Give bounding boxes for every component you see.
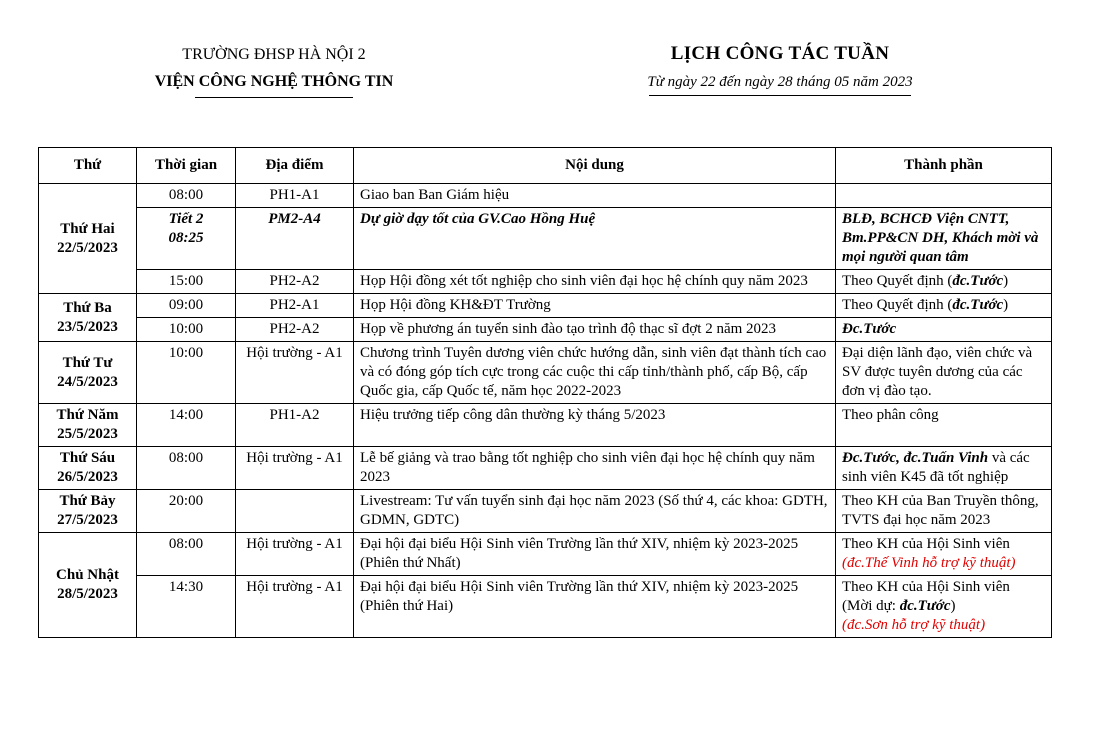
date-range: Từ ngày 22 đến ngày 28 tháng 05 năm 2023 bbox=[647, 74, 913, 90]
time-value: 08:25 bbox=[168, 230, 204, 246]
column-header-content: Nội dung bbox=[354, 148, 836, 184]
time-cell: 10:00 bbox=[137, 342, 236, 404]
header-divider-left bbox=[195, 97, 353, 98]
content-cell: Họp về phương án tuyển sinh đào tạo trình độ thạc sĩ đợt 2 năm 2023 bbox=[354, 318, 836, 342]
participants-text: Theo KH của Hội Sinh viên bbox=[842, 579, 1010, 595]
participants-cell bbox=[836, 533, 1052, 576]
table-row bbox=[39, 490, 1052, 533]
table-row bbox=[39, 404, 1052, 447]
day-date: 22/5/2023 bbox=[57, 239, 118, 256]
day-cell bbox=[39, 447, 137, 490]
participants-person: Đc.Tước, đc.Tuấn Vinh bbox=[842, 450, 989, 466]
place-cell: PH1-A1 bbox=[236, 184, 354, 208]
table-row bbox=[39, 184, 1052, 208]
content-cell: Đại hội đại biểu Hội Sinh viên Trường lần thứ XIV, nhiệm kỳ 2023-2025 (Phiên thứ Nhất) bbox=[354, 533, 836, 576]
day-cell bbox=[39, 490, 137, 533]
table-row bbox=[39, 342, 1052, 404]
participants-cell: Theo KH của Ban Truyền thông, TVTS đại học năm 2023 bbox=[836, 490, 1052, 533]
place-cell: PH2-A2 bbox=[236, 318, 354, 342]
header-left bbox=[119, 44, 429, 98]
day-date: 26/5/2023 bbox=[57, 469, 118, 485]
participants-text: Theo Quyết định ( bbox=[842, 297, 953, 313]
table-row bbox=[39, 208, 1052, 270]
day-name: Thứ Tư bbox=[62, 354, 113, 371]
school-name: TRƯỜNG ĐHSP HÀ NỘI 2 bbox=[182, 46, 366, 63]
content-cell: Hiệu trưởng tiếp công dân thường kỳ tháng 5/2023 bbox=[354, 404, 836, 447]
participants-cell bbox=[836, 576, 1052, 638]
time-cell: 08:00 bbox=[137, 533, 236, 576]
time-cell bbox=[137, 208, 236, 270]
participants-cell: Đc.Tước bbox=[836, 318, 1052, 342]
day-name: Chủ Nhật bbox=[56, 567, 119, 583]
table-row bbox=[39, 576, 1052, 638]
participants-text: Theo Quyết định ( bbox=[842, 273, 953, 289]
content-cell: Lễ bế giảng và trao bằng tốt nghiệp cho sinh viên đại học hệ chính quy năm 2023 bbox=[354, 447, 836, 490]
participants-cell bbox=[836, 270, 1052, 294]
place-cell: Hội trường - A1 bbox=[236, 576, 354, 638]
table-row bbox=[39, 318, 1052, 342]
participants-text: Theo KH của Hội Sinh viên bbox=[842, 536, 1010, 552]
table-row bbox=[39, 270, 1052, 294]
participants-text: ) bbox=[1003, 297, 1009, 313]
schedule-table bbox=[38, 147, 1052, 638]
place-cell: Hội trường - A1 bbox=[236, 342, 354, 404]
header-divider-right bbox=[649, 95, 911, 96]
day-name: Thứ Sáu bbox=[59, 450, 116, 466]
day-cell bbox=[39, 184, 137, 294]
participants-cell: Đại diện lãnh đạo, viên chức và SV được tuyên dương của các đơn vị đào tạo. bbox=[836, 342, 1052, 404]
column-header-time: Thời gian bbox=[137, 148, 236, 184]
participants-text: ) bbox=[950, 598, 956, 614]
participants-text: ) bbox=[1003, 273, 1009, 289]
table-row bbox=[39, 533, 1052, 576]
day-name: Thứ Bảy bbox=[59, 493, 116, 509]
page-title: LỊCH CÔNG TÁC TUẦN bbox=[670, 43, 890, 64]
content-cell: Giao ban Ban Giám hiệu bbox=[354, 184, 836, 208]
tech-support-note: (đc.Thế Vinh hỗ trợ kỹ thuật) bbox=[842, 555, 1016, 571]
table-row bbox=[39, 294, 1052, 318]
day-date: 24/5/2023 bbox=[57, 373, 118, 390]
participants-person: đc.Tước bbox=[899, 598, 951, 614]
content-cell: Đại hội đại biểu Hội Sinh viên Trường lần thứ XIV, nhiệm kỳ 2023-2025 (Phiên thứ Hai) bbox=[354, 576, 836, 638]
time-cell: 15:00 bbox=[137, 270, 236, 294]
institute-name: VIỆN CÔNG NGHỆ THÔNG TIN bbox=[154, 73, 394, 90]
participants-cell bbox=[836, 294, 1052, 318]
day-date: 23/5/2023 bbox=[57, 318, 118, 335]
participants-cell: BLĐ, BCHCĐ Viện CNTT, Bm.PP&CN DH, Khách mời và mọi người quan tâm bbox=[836, 208, 1052, 270]
header-right bbox=[600, 42, 960, 96]
place-cell: PH2-A2 bbox=[236, 270, 354, 294]
content-cell: Họp Hội đồng KH&ĐT Trường bbox=[354, 294, 836, 318]
content-cell: Livestream: Tư vấn tuyển sinh đại học năm 2023 (Số thứ 4, các khoa: GDTH, GDMN, GDTC) bbox=[354, 490, 836, 533]
day-cell bbox=[39, 533, 137, 638]
period-label: Tiết 2 bbox=[168, 211, 204, 227]
time-cell: 14:00 bbox=[137, 404, 236, 447]
day-date: 28/5/2023 bbox=[57, 586, 118, 602]
content-cell: Chương trình Tuyên dương viên chức hướng dẫn, sinh viên đạt thành tích cao và có đóng góp tích cực trong các cuộc thi cấp tỉnh/thành phố, cấp Bộ, cấp Quốc gia, cấp Quốc tế, năm học 2022-2023 bbox=[354, 342, 836, 404]
day-name: Thứ Ba bbox=[63, 299, 112, 316]
column-header-participants: Thành phần bbox=[836, 148, 1052, 184]
participants-text: (Mời dự: bbox=[842, 598, 900, 614]
place-cell: Hội trường - A1 bbox=[236, 533, 354, 576]
day-name: Thứ Hai bbox=[60, 220, 115, 237]
place-cell: PH1-A2 bbox=[236, 404, 354, 447]
column-header-place: Địa điểm bbox=[236, 148, 354, 184]
day-cell bbox=[39, 342, 137, 404]
place-cell bbox=[236, 490, 354, 533]
place-cell: PH2-A1 bbox=[236, 294, 354, 318]
participants-person: đc.Tước bbox=[952, 273, 1004, 289]
participants-cell: Theo phân công bbox=[836, 404, 1052, 447]
day-date: 25/5/2023 bbox=[57, 426, 118, 442]
time-cell: 08:00 bbox=[137, 184, 236, 208]
tech-support-note: (đc.Sơn hỗ trợ kỹ thuật) bbox=[842, 617, 986, 633]
time-cell: 08:00 bbox=[137, 447, 236, 490]
column-header-day: Thứ bbox=[39, 148, 137, 184]
time-cell: 09:00 bbox=[137, 294, 236, 318]
place-cell: PM2-A4 bbox=[236, 208, 354, 270]
participants-cell bbox=[836, 447, 1052, 490]
time-cell: 14:30 bbox=[137, 576, 236, 638]
day-date: 27/5/2023 bbox=[57, 512, 118, 528]
day-name: Thứ Năm bbox=[56, 407, 119, 423]
participants-person: đc.Tước bbox=[952, 297, 1004, 313]
time-cell: 10:00 bbox=[137, 318, 236, 342]
day-cell bbox=[39, 294, 137, 342]
content-cell: Họp Hội đồng xét tốt nghiệp cho sinh viên đại học hệ chính quy năm 2023 bbox=[354, 270, 836, 294]
participants-cell bbox=[836, 184, 1052, 208]
table-header-row bbox=[39, 148, 1052, 184]
time-cell: 20:00 bbox=[137, 490, 236, 533]
place-cell: Hội trường - A1 bbox=[236, 447, 354, 490]
table-row bbox=[39, 447, 1052, 490]
content-cell: Dự giờ dạy tốt của GV.Cao Hồng Huệ bbox=[354, 208, 836, 270]
day-cell bbox=[39, 404, 137, 447]
participants-text: và các sinh viên K45 đã tốt nghiệp bbox=[842, 450, 1030, 485]
